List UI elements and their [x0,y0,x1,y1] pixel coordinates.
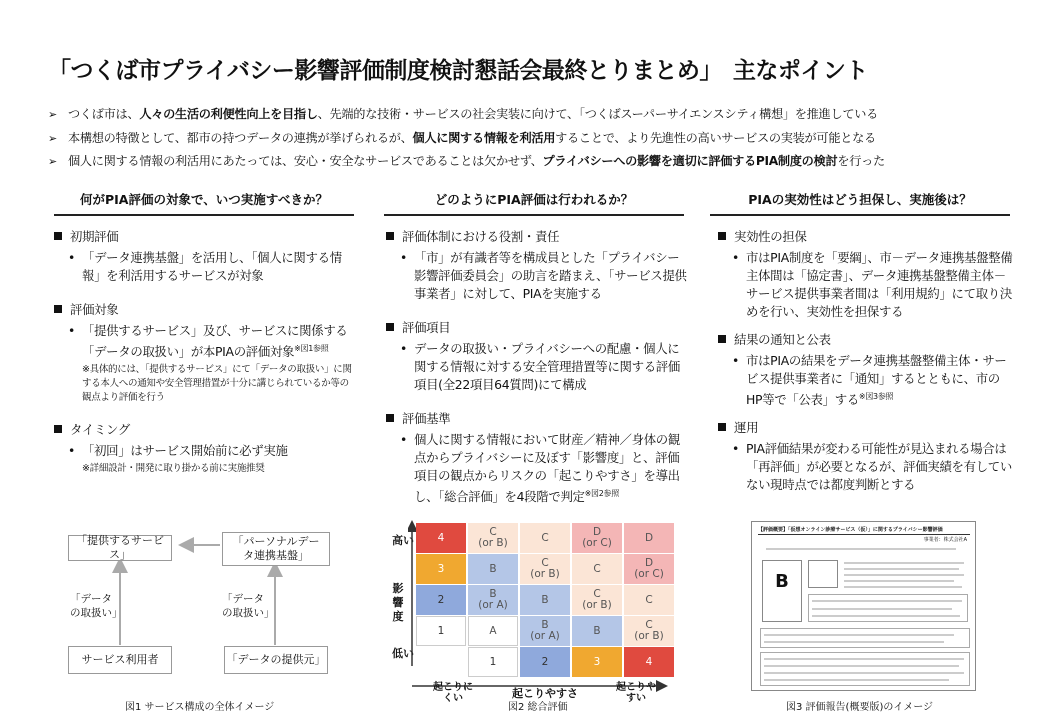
column-1 [52,228,352,476]
fig2-cell: C [520,523,570,553]
dot-icon: • [732,441,740,457]
fig2-x-mid: 起こりやすさ [512,687,578,700]
page-title: 「つくば市プライバシー影響評価制度検討懇話会最終とりまとめ」 主なポイント [48,58,868,84]
fig1-label-left: 「データの取扱い」 [70,593,123,619]
square-bullet-icon [718,423,726,431]
dot-icon: • [400,250,408,265]
section-effectiveness: 実効性の担保 [716,228,1016,246]
column-2 [384,228,689,506]
list-item: • 個人に関する情報において財産／精神／身体の観点からプライバシーに及ぼす「影響度」と、評価項目の観点からリスクの「起こりやすさ」を導出し、「総合評価」を4段階で判定$^{※図2参照}$ [400,432,680,505]
fig2-cell: C (or B) [520,554,570,584]
square-bullet-icon [386,414,394,422]
fig2-row-label-4: 4 [416,523,466,553]
list-item: • データの取扱い・プライバシーへの配慮・個人に関する情報に対する安全管理措置等に関する評価項目(全22項目64質問)にて構成 [400,341,680,392]
section-notify-publish: 結果の通知と公表 [716,331,1016,349]
dot-icon: • [68,323,76,338]
fig1-caption: 図1 サービス構成の全体イメージ [125,702,275,713]
fig3-caption: 図3 評価報告(概要版)のイメージ [786,702,934,713]
dot-icon: • [400,341,408,356]
intro-bullet-3: ➢ 個人に関する情報の利活用にあたっては、安心・安全なサービスであることは欠かせず、プライバシーへの影響を適切に評価するPIA制度の検討を行った [48,150,1028,174]
note: ※具体的には、「提供するサービス」にて「データの取扱い」に関する本人への通知や安全管理措置が十分に講じられているか等の観点より評価を行う [82,364,352,404]
list-item: • 市はPIA制度を「要綱」、市－データ連携基盤整備主体間は「協定書」、データ連携基盤整備主体－サービス提供事業者間は「利用規約」にて取り決めを行い、実効性を担保する [732,250,1013,319]
fig2-cell: C [624,585,674,615]
fig2-col-label-4: 4 [624,647,674,677]
dot-icon: • [68,250,76,265]
square-bullet-icon [386,232,394,240]
square-bullet-icon [386,323,394,331]
section-operation: 運用 [716,419,1016,437]
intro-bullets [48,103,1028,174]
square-bullet-icon [54,305,62,313]
fig2-col-label-2: 2 [520,647,570,677]
fig2-x-left: 起こりにくい [433,682,473,704]
dot-icon: • [400,432,408,447]
fig1-platform-box: 「パーソナルデータ連携基盤」 [222,532,330,566]
fig2-cell: B (or A) [468,585,518,615]
fig2-cell: B [468,554,518,584]
fig1-label-right: 「データの取扱い」 [222,593,275,619]
list-item: • 「提供するサービス」及び、サービスに関係する「データの取扱い」が本PIAの評価対象$^{※図1参照}$ [68,323,348,360]
fig3-icon-box [808,560,838,588]
fig2-x-right: 起こりやすい [616,682,656,704]
section-eval-target: 評価対象 [52,301,352,319]
fig3-doc-title: 【評価概要】「仮想オンライン診療サービス（仮）」に関するプライバシー影響評価 [758,527,943,533]
fig2-col-label-1: 1 [468,647,518,677]
fig2-ylabel: 影響度 [392,582,404,623]
fig2-cell: D [624,523,674,553]
section-eval-items: 評価項目 [384,319,689,337]
dot-icon: • [732,250,740,265]
fig2-cell: B (or A) [520,616,570,646]
fig2-caption: 図2 総合評価 [508,702,568,713]
section-eval-criteria: 評価基準 [384,410,689,428]
column-heading-3: PIAの実効性はどう担保し、実施後は？ [710,188,1010,216]
fig2-cell: C (or B) [468,523,518,553]
fig3-doc-sub: 事業者：株式会社A [923,537,967,543]
fig2-cell: A [468,616,518,646]
fig3-report-thumbnail [751,521,976,691]
fig3-grade-box [762,560,802,622]
fig2-cell: C (or B) [572,585,622,615]
square-bullet-icon [54,425,62,433]
intro-bullet-1: ➢ つくば市は、人々の生活の利便性向上を目指し、先端的な技術・サービスの社会実装に向けて、「つくばスーパーサイエンスシティ構想」を推進している [48,103,1028,127]
list-item: • 「市」が有識者等を構成員とした「プライバシー影響評価委員会」の助言を踏まえ、「サービス提供事業者」に対して、PIAを実施する [400,250,687,301]
fig2-cell: B [572,616,622,646]
fig2-cell: C (or B) [624,616,674,646]
arrow-icon: ➢ [48,131,57,145]
list-item: • 市はPIAの結果をデータ連携基盤整備主体・サービス提供事業者に「通知」するとともに、市のHP等で「公表」する$^{※図3参照}$ [732,353,1007,408]
square-bullet-icon [718,232,726,240]
section-initial-eval: 初期評価 [52,228,352,246]
list-item: • 「初回」はサービス開始前に必ず実施 [68,443,288,459]
fig2-cell: D (or C) [624,554,674,584]
fig2-row-label-2: 2 [416,585,466,615]
fig2-cell: D (or C) [572,523,622,553]
fig2-row-label-1: 1 [416,616,466,646]
square-bullet-icon [718,335,726,343]
square-bullet-icon [54,232,62,240]
fig2-row-label-3: 3 [416,554,466,584]
note: ※詳細設計・開発に取り掛かる前に実施推奨 [82,463,265,475]
fig1-user-box: サービス利用者 [68,646,172,674]
intro-bullet-2: ➢ 本構想の特徴として、都市の持つデータの連携が挙げられるが、個人に関する情報を利活用することで、より先進性の高いサービスの実装が可能となる [48,127,1028,151]
dot-icon: • [68,443,76,459]
dot-icon: • [732,353,740,368]
fig3-grade: B [775,571,789,592]
list-item: • PIA評価結果が変わる可能性が見込まれる場合は「再評価」が必要となるが、評価実績を有していない現時点では都度判断とする [732,441,1012,493]
fig1-provider-box: 「データの提供元」 [224,646,328,674]
fig2-cell: B [520,585,570,615]
fig2-col-label-3: 3 [572,647,622,677]
fig2-y-high: 高い [392,534,414,547]
list-item: • 「データ連携基盤」を活用し、「個人に関する情報」を利活用するサービスが対象 [68,250,342,283]
fig2-y-low: 低い [392,647,414,660]
fig2-cell: C [572,554,622,584]
section-timing: タイミング [52,421,352,439]
fig1-service-box: 「提供するサービス」 [68,535,172,561]
column-heading-1: 何がPIA評価の対象で、いつ実施すべきか？ [54,188,354,216]
column-3 [716,228,1016,494]
arrow-icon: ➢ [48,108,57,121]
arrow-icon: ➢ [48,155,57,168]
column-heading-2: どのようにPIA評価は行われるか？ [384,188,684,216]
section-roles: 評価体制における役割・責任 [384,228,689,246]
